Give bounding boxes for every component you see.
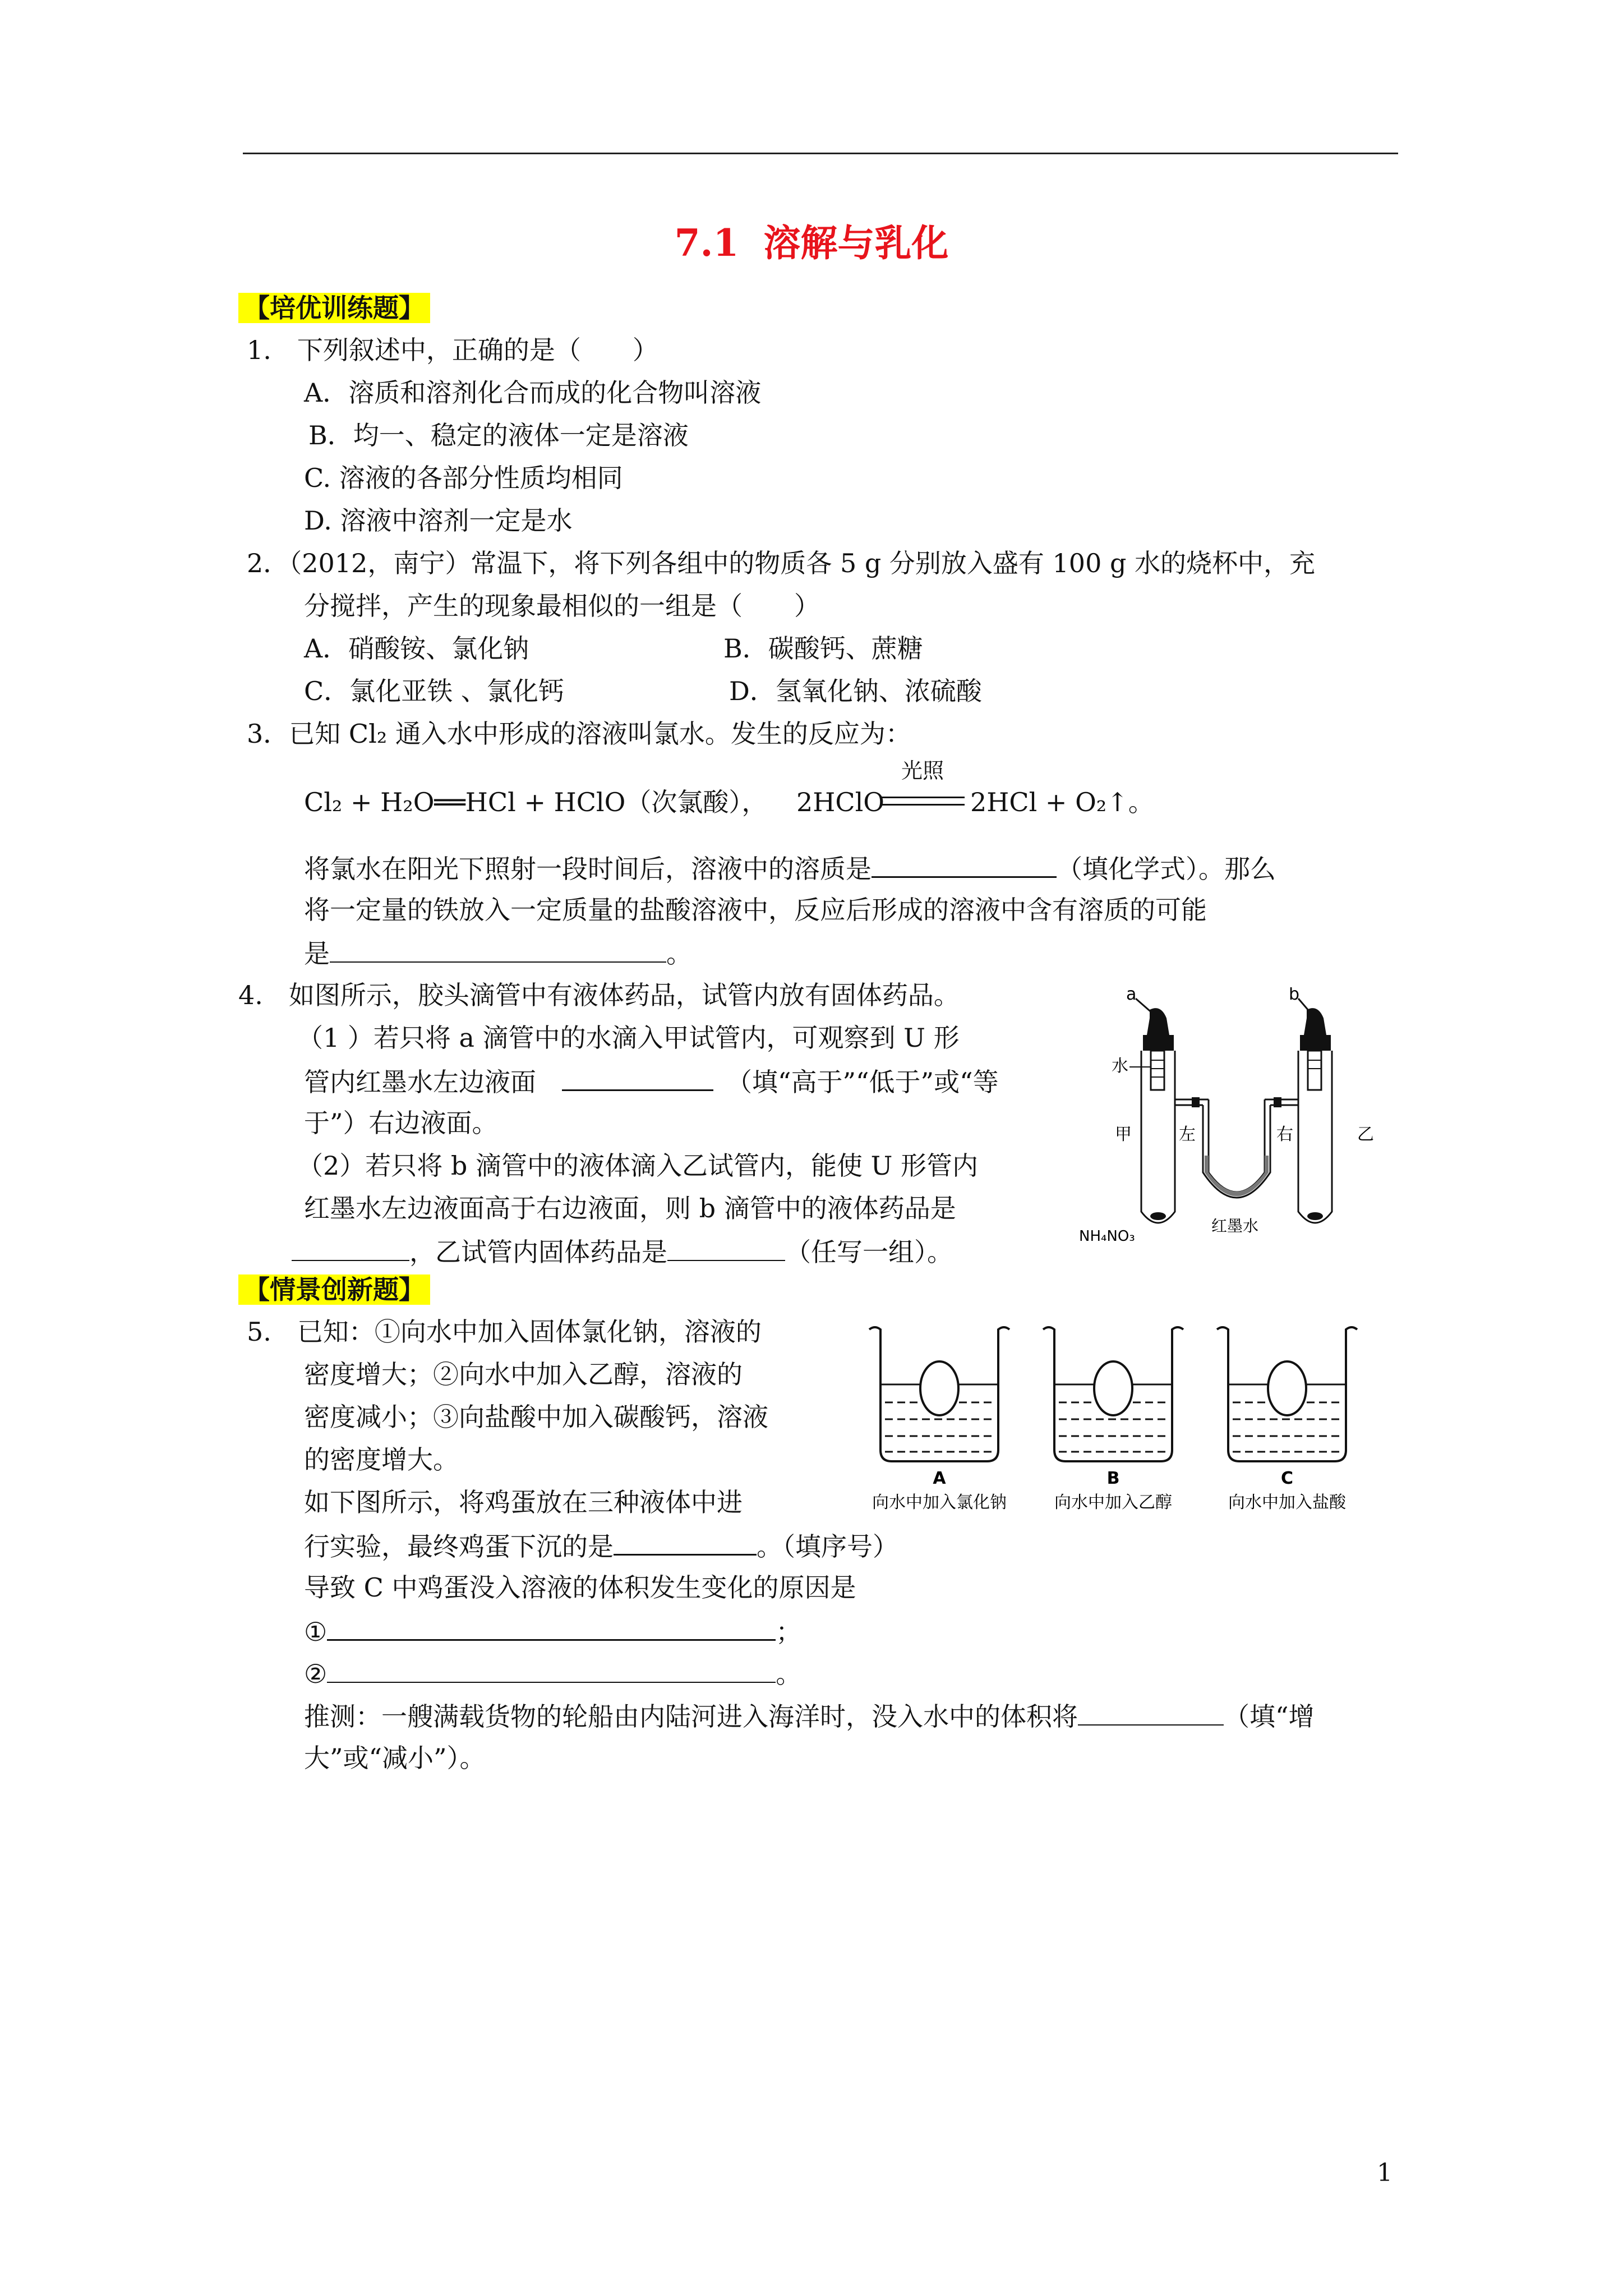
header-rule (243, 153, 1398, 154)
q4-blank-3[interactable] (667, 1234, 785, 1261)
q5-blank-1[interactable] (614, 1528, 757, 1556)
beakers-figure (852, 1318, 1380, 1520)
q3-line3: 将氯水在阳光下照射一段时间后，溶液中的溶质是 （填化学式）。那么 (304, 850, 1276, 886)
fig-label-redink: 红墨水 (1211, 1217, 1259, 1235)
q4-part1-d: 于”）右边液面。 (304, 1108, 498, 1138)
q5-line4: 的密度增大。 (304, 1444, 459, 1475)
fig-label-b: b (1289, 987, 1300, 1004)
q1-option-d: D. 溶液中溶剂一定是水 (304, 505, 573, 536)
fig-label-jia: 甲 (1115, 1125, 1132, 1144)
q5-line6: 行实验，最终鸡蛋下沉的是 。（填序号） (304, 1528, 898, 1563)
q5-blank-2[interactable] (327, 1613, 776, 1641)
beaker-c (1217, 1327, 1357, 1512)
fig-label-a: a (1126, 987, 1137, 1004)
q5-line9: ② 。 (304, 1656, 801, 1691)
q1-option-b: B．均一、稳定的液体一定是溶液 (308, 420, 689, 450)
q4-stem: 4. 如图所示，胶头滴管中有液体药品，试管内放有固体药品。 (238, 980, 960, 1010)
beaker-a-caption: 向水中加入氯化钠 (872, 1493, 1007, 1512)
q5-line2: 密度增大；②向水中加入乙醇，溶液的 (304, 1359, 743, 1389)
q5-line10: 推测：一艘满载货物的轮船由内陆河进入海洋时，没入水中的体积将 （填“增 (304, 1699, 1315, 1733)
beaker-a (869, 1327, 1009, 1512)
q5-line11: 大”或“减小”）。 (304, 1743, 486, 1773)
q2-option-c: C．氯化亚铁 、氯化钙 (304, 676, 564, 706)
q5-blank-4[interactable] (1078, 1699, 1224, 1726)
q4-part2-c: ，乙试管内固体药品是 （任写一组）。 (292, 1234, 953, 1269)
beaker-c-caption: 向水中加入盐酸 (1228, 1493, 1346, 1512)
q1-option-c: C. 溶液的各部分性质均相同 (304, 463, 623, 493)
q3-equation-2-left: 2HClO (796, 787, 885, 817)
q3-equation-2-right: 2HCl + O₂↑。 (970, 787, 1154, 817)
q3-equation-1: Cl₂ + H₂O══HCl + HClO（次氯酸）， (304, 787, 768, 817)
q3-blank-2[interactable] (330, 936, 666, 963)
section-tag-training: 【培优训练题】 (238, 291, 430, 325)
q2-option-b: B．碳酸钙、蔗糖 (723, 633, 923, 664)
q4-part1-a: （1 ）若只将 a 滴管中的水滴入甲试管内，可观察到 U 形 (297, 1023, 960, 1053)
section-tag-scenario: 【情景创新题】 (238, 1272, 430, 1307)
beaker-b-letter: B (1106, 1469, 1120, 1488)
q3-line4: 将一定量的铁放入一定质量的盐酸溶液中，反应后形成的溶液中含有溶质的可能 (304, 895, 1207, 925)
q2-stem-line2: 分搅拌，产生的现象最相似的一组是（ ） (304, 591, 820, 621)
q3-reaction-arrow (880, 797, 965, 806)
q2-option-a: A．硝酸铵、氯化钠 (304, 633, 529, 664)
q2-stem-line1: 2．（2012，南宁）常温下，将下列各组中的物质各 5 g 分别放入盛有 100 g 水的烧杯中，充 (247, 548, 1316, 578)
q1-option-a: A．溶质和溶剂化合而成的化合物叫溶液 (304, 378, 762, 408)
beaker-c-letter: C (1280, 1469, 1294, 1488)
q5-blank-3[interactable] (327, 1656, 776, 1683)
q1-stem: 1. 下列叙述中，正确的是（ ） (247, 335, 658, 365)
q5-line3: 密度减小；③向盐酸中加入碳酸钙，溶液 (304, 1402, 768, 1432)
page-number: 1 (1377, 2159, 1393, 2187)
u-tube-apparatus-figure (1077, 987, 1391, 1251)
page-title: 7.1 溶解与乳化 (674, 221, 949, 265)
q3-condition-label: 光照 (901, 758, 944, 783)
q5-line7: 导致 C 中鸡蛋没入溶液的体积发生变化的原因是 (304, 1572, 856, 1603)
q5-line8: ① ； (304, 1613, 801, 1649)
fig-label-yi: 乙 (1357, 1125, 1374, 1144)
q3-line5: 是 。 (304, 936, 692, 970)
beaker-b (1043, 1327, 1183, 1512)
q5-line1: 5. 已知：①向水中加入固体氯化钠，溶液的 (247, 1317, 762, 1347)
fig-label-zuo: 左 (1179, 1125, 1196, 1144)
q4-part2-b: 红墨水左边液面高于右边液面，则 b 滴管中的液体药品是 (304, 1193, 956, 1223)
beaker-a-letter: A (933, 1469, 946, 1488)
q4-part2-a: （2）若只将 b 滴管中的液体滴入乙试管内，能使 U 形管内 (297, 1151, 978, 1181)
q2-option-d: D．氢氧化钠、浓硫酸 (729, 676, 982, 706)
q5-line5: 如下图所示，将鸡蛋放在三种液体中进 (304, 1487, 743, 1517)
q3-blank-1[interactable] (872, 850, 1057, 878)
fig-label-nh4no3: NH₄NO₃ (1079, 1228, 1135, 1245)
fig-label-water: 水 (1112, 1056, 1128, 1076)
q4-part1-b: 管内红墨水左边液面 （填“高于”“低于”或“等 (304, 1064, 999, 1099)
fig-label-you: 右 (1276, 1125, 1293, 1144)
q3-stem: 3．已知 Cl₂ 通入水中形成的溶液叫氯水。发生的反应为： (247, 719, 911, 749)
q4-blank-2[interactable] (292, 1234, 409, 1261)
q4-blank-1[interactable] (562, 1064, 713, 1091)
beaker-b-caption: 向水中加入乙醇 (1054, 1493, 1172, 1512)
